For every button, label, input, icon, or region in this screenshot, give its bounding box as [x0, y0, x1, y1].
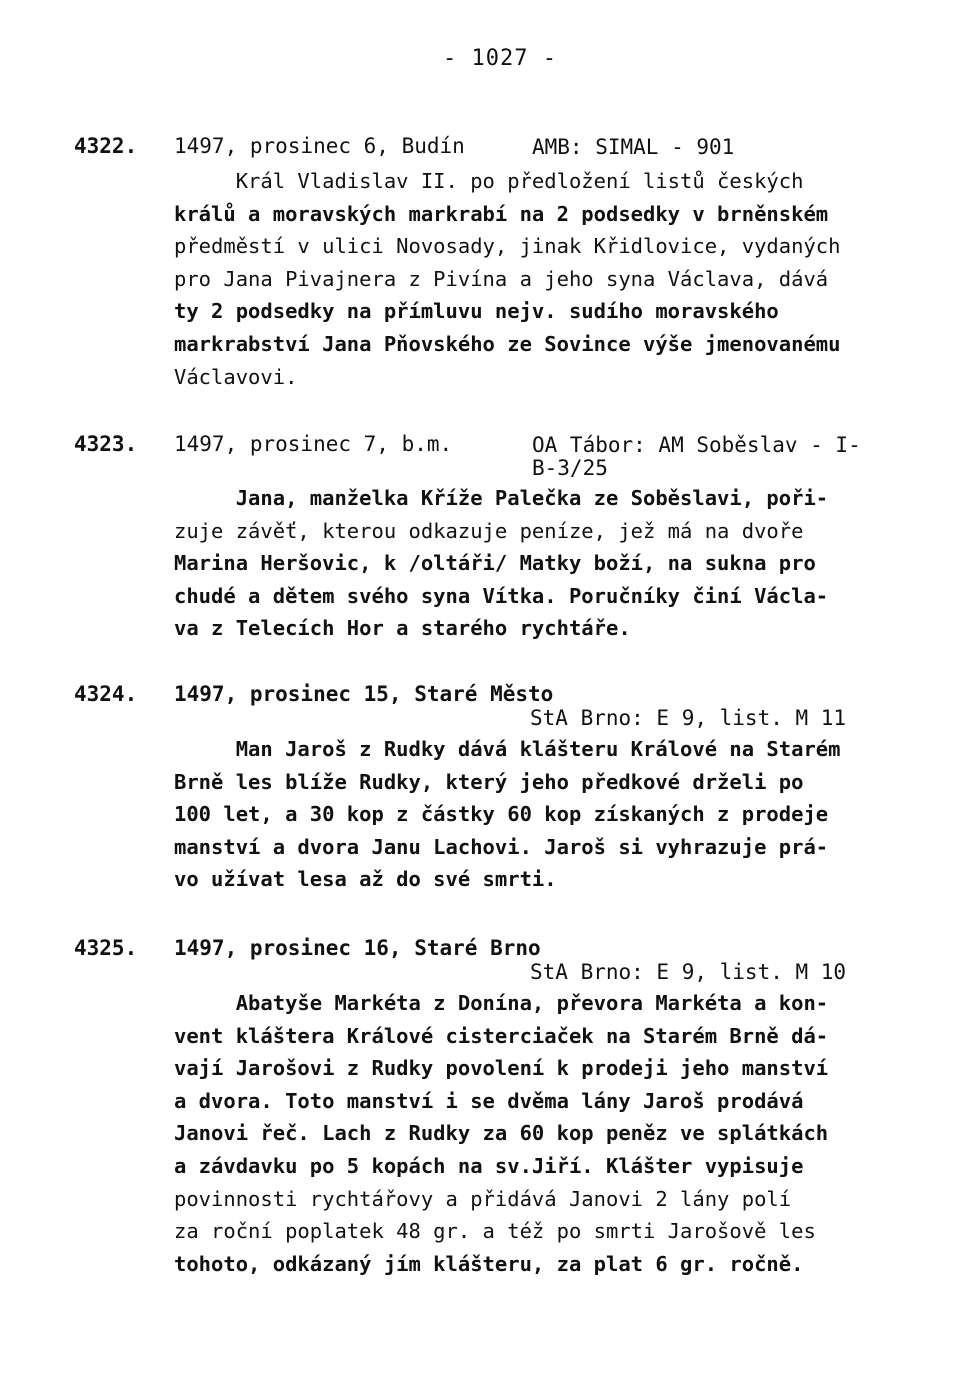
- text-line: Janovi řeč. Lach z Rudky za 60 kop peněz ve splátkách: [174, 1121, 829, 1146]
- text-line: a dvora. Toto manství i se dvěma lány Jaroš prodává: [174, 1088, 804, 1113]
- entry-text: [174, 165, 904, 393]
- text-line: va z Telecích Hor a starého rychtáře.: [174, 616, 631, 641]
- entry-source-continued: B-3/25: [532, 456, 608, 480]
- text-line: králů a moravských markrabí na 2 podsedky v brněnském: [174, 201, 829, 226]
- entry-number: 4324.: [74, 682, 138, 706]
- text-line: předměstí v ulici Novosady, jinak Křidlovice, vydaných: [174, 234, 841, 259]
- entry-source: StA Brno: E 9, list. M 10: [530, 960, 847, 984]
- text-line: pro Jana Pivajnera z Pivína a jeho syna Václava, dává: [174, 266, 829, 291]
- text-line: zuje závěť, kterou odkazuje peníze, jež má na dvoře: [174, 518, 804, 543]
- text-line: Brně les blíže Rudky, který jeho předkové drželi po: [174, 769, 804, 794]
- entry-heading: 1497, prosinec 7, b.m.: [174, 432, 453, 456]
- text-line: vent kláštera Králové cisterciaček na Starém Brně dá-: [174, 1023, 829, 1048]
- text-line: Jana, manželka Kříže Palečka ze Soběslavi, poři-: [174, 486, 829, 510]
- text-line: povinnosti rychtářovy a přidává Janovi 2 lány polí: [174, 1186, 792, 1211]
- text-line: vají Jarošovi z Rudky povolení k prodeji jeho manství: [174, 1056, 829, 1081]
- entry-text: [174, 482, 904, 645]
- entry-number: 4325.: [74, 936, 138, 960]
- entry-heading: 1497, prosinec 6, Budín: [174, 134, 465, 158]
- text-line: Abatyše Markéta z Donína, převora Markéta a kon-: [174, 991, 829, 1015]
- text-line: markrabství Jana Pňovského ze Sovince výše jmenovanému: [174, 331, 841, 356]
- text-line: Václavovi.: [174, 364, 298, 389]
- entry-text: [174, 733, 904, 896]
- text-line: chudé a dětem svého syna Vítka. Poručníky činí Václa-: [174, 583, 829, 608]
- text-line: Král Vladislav II. po předložení listů českých: [174, 169, 804, 193]
- entry-number: 4322.: [74, 134, 138, 158]
- entry-number: 4323.: [74, 432, 138, 456]
- entry-heading: 1497, prosinec 16, Staré Brno: [174, 936, 541, 960]
- text-line: manství a dvora Janu Lachovi. Jaroš si vyhrazuje prá-: [174, 834, 829, 859]
- entry-heading: 1497, prosinec 15, Staré Město: [174, 682, 554, 706]
- text-line: tohoto, odkázaný jím klášteru, za plat 6 gr. ročně.: [174, 1251, 804, 1276]
- text-line: Marina Heršovic, k /oltáři/ Matky boží, na sukna pro: [174, 551, 816, 576]
- text-line: vo užívat lesa až do své smrti.: [174, 867, 557, 892]
- text-line: za roční poplatek 48 gr. a též po smrti Jarošově les: [174, 1219, 816, 1244]
- page-number: - 1027 -: [443, 46, 557, 71]
- text-line: a závdavku po 5 kopách na sv.Jiří. Klášter vypisuje: [174, 1153, 804, 1178]
- text-line: 100 let, a 30 kop z částky 60 kop získaných z prodeje: [174, 802, 829, 827]
- entry-source: StA Brno: E 9, list. M 11: [530, 706, 847, 730]
- text-line: ty 2 podsedky na přímluvu nejv. sudího moravského: [174, 299, 779, 324]
- text-line: Man Jaroš z Rudky dává klášteru Králové na Starém: [174, 737, 841, 761]
- entry-source: AMB: SIMAL - 901: [532, 135, 735, 159]
- entry-source: OA Tábor: AM Soběslav - I-: [532, 433, 861, 457]
- entry-text: [174, 987, 904, 1280]
